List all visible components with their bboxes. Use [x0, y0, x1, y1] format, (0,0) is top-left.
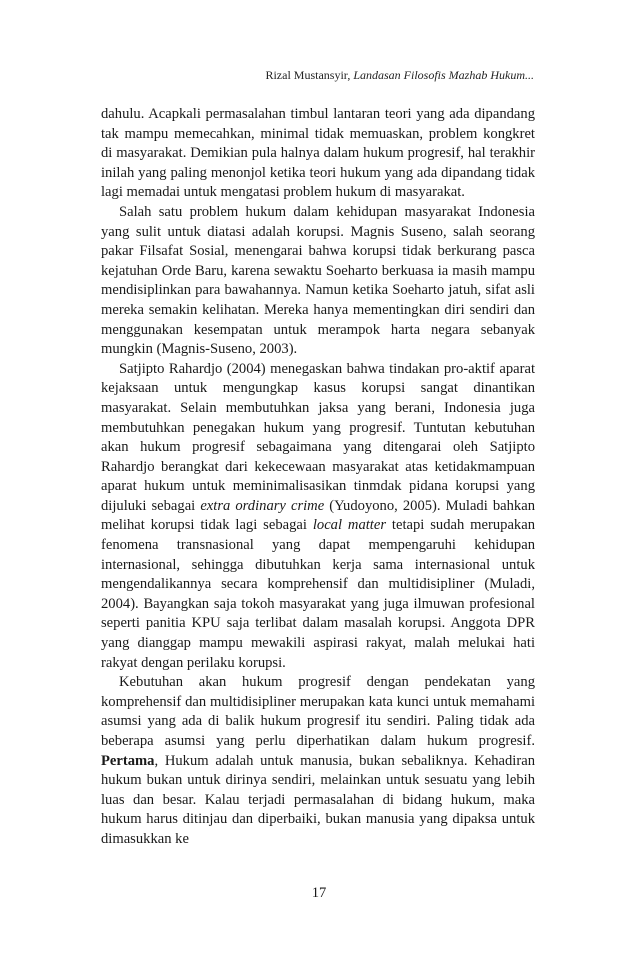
italic-term: extra ordinary crime — [200, 497, 325, 514]
paragraph-text: tetapi sudah merupakan fenomena transnasional yang dapat mempengaruhi kehidupan internasional, sehingga dibutuhkan kerja sama internasional untuk mengendalikannya secara komprehensif dan multidisipliner (Muladi, 2004). Bayangkan saja tokoh masyarakat yang juga ilmuwan profesional seperti panitia KPU saja terlibat dalam masalah korupsi. Anggota DPR yang dianggap mampu mewakili aspirasi rakyat, malah melukai hati rakyat dengan perilaku korupsi. — [101, 517, 535, 671]
paragraph-text: Kebutuhan akan hukum progresif dengan pendekatan yang komprehensif dan multidisipliner merupakan kata kunci untuk memahami asumsi yang ada di balik hukum progresif itu sendiri. Paling tidak ada beberapa asumsi yang perlu diperhatikan dalam hukum progresif. — [101, 674, 535, 749]
body-text — [101, 105, 535, 850]
paragraph-text: Salah satu problem hukum dalam kehidupan masyarakat Indonesia yang sulit untuk diatasi adalah korupsi. Magnis Suseno, salah seorang pakar Filsafat Sosial, menengarai bahwa korupsi tidak berkurang pasca kejatuhan Orde Baru, karena sewaktu Soeharto berkuasa ia masih mampu mendisiplinkan para bawahannya. Namun ketika Soeharto jatuh, sifat asli mereka semakin kelihatan. Mereka hanya mementingkan diri sendiri dan menggunakan kesempatan untuk merampok harta negara sebanyak mungkin (Magnis-Suseno, 2003). — [101, 203, 535, 358]
paragraph-text: dahulu. Acapkali permasalahan timbul lantaran teori yang ada dipandang tak mampu memecahkan, minimal tidak memuaskan, problem kongkret di masyarakat. Demikian pula halnya dalam hukum progresif, hal terakhir inilah yang paling menonjol ketika teori hukum yang ada dipandang tidak lagi memadai untuk mengatasi problem hukum di masyarakat. — [101, 106, 535, 201]
paragraph-text: , Hukum adalah untuk manusia, bukan sebaliknya. Kehadiran hukum bukan untuk dirinya sendiri, melainkan untuk sesuatu yang lebih luas dan besar. Kalau terjadi permasalahan di bidang hukum, maka hukum harus ditinjau dan diperbaiki, bukan manusia yang dipaksa untuk dimasukkan ke — [101, 752, 535, 847]
italic-term: local matter — [312, 517, 387, 534]
paragraph-text: (Yudoyono, 2005). Muladi bahkan melihat korupsi tidak lagi sebagai — [101, 497, 535, 534]
page-number: 17 — [311, 885, 327, 901]
paragraph — [101, 203, 535, 360]
header-author: Rizal Mustansyir, — [265, 68, 354, 82]
running-header — [265, 68, 534, 82]
header-title: Landasan Filosofis Mazhab Hukum... — [353, 68, 534, 82]
paragraph — [101, 673, 535, 849]
bold-term: Pertama — [101, 752, 155, 769]
paragraph — [101, 360, 535, 674]
paragraph-text: Satjipto Rahardjo (2004) menegaskan bahwa tindakan pro-aktif aparat kejaksaan untuk mengungkap kasus korupsi sangat dinantikan masyarakat. Selain membutuhkan jaksa yang berani, Indonesia juga membutuhkan penegakan hukum yang progresif. Tuntutan kebutuhan akan hukum progresif sebagaimana yang ditengarai oleh Satjipto Rahardjo berangkat dari kekecewaan masyarakat atas ketidakmampuan aparat hukum untuk meminimalisasikan tinmdak pidana korupsi yang dijuluki sebagai — [101, 360, 535, 514]
paragraph — [101, 105, 535, 203]
